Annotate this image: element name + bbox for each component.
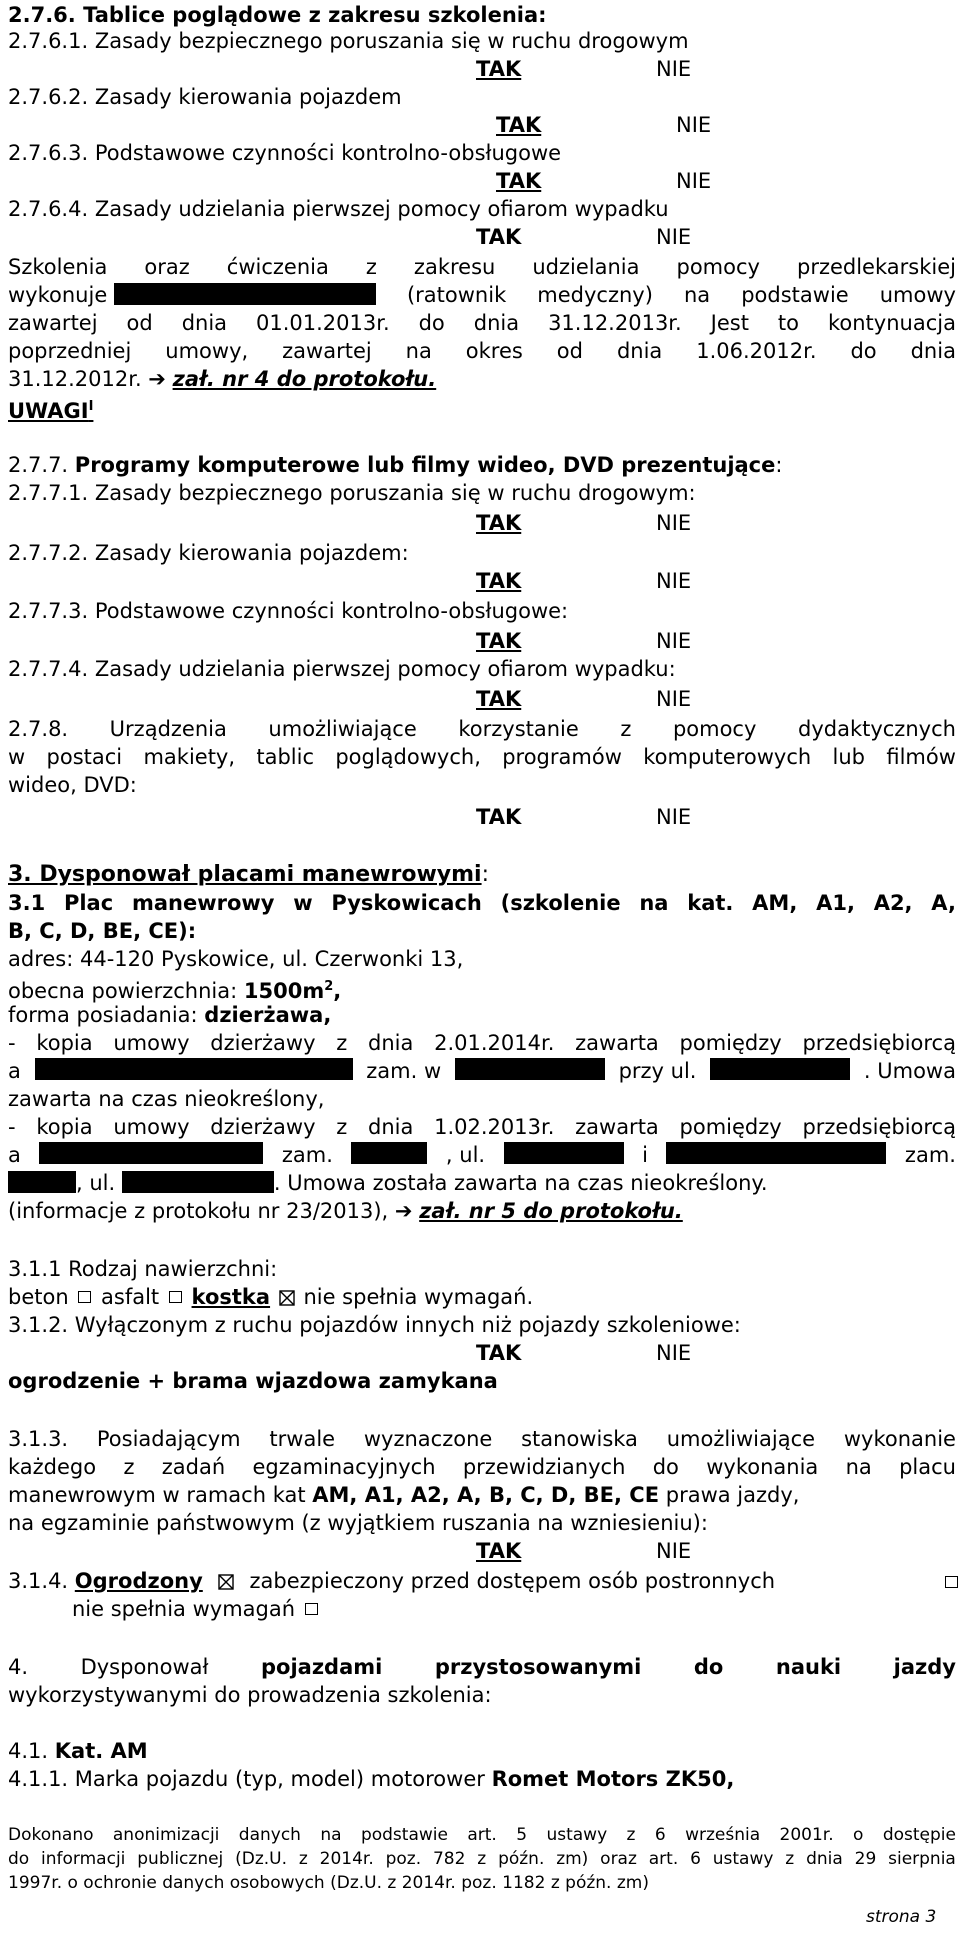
redaction-block [455, 1058, 605, 1080]
tak-option: TAK [476, 57, 522, 81]
footer-line: do informacji publicznej (Dz.U. z 2014r. poz. 782 z późn. zm) oraz art. 6 ustawy z dnia 29 sierpnia [8, 1849, 956, 1869]
section-4-heading: 4. Dysponował pojazdami przystosowanymi do nauki jazdy [8, 1655, 956, 1679]
section-2-7-6-heading: 2.7.6. Tablice poglądowe z zakresu szkolenia: [8, 3, 547, 27]
nie-option: NIE [656, 225, 692, 249]
tak-option: TAK [476, 225, 522, 249]
nie-option: NIE [656, 1539, 692, 1563]
paragraph-line: zawartej od dnia 01.01.2013r. do dnia 31.12.2013r. Jest to kontynuacja [8, 311, 956, 335]
item-2-7-6-1: 2.7.6.1. Zasady bezpiecznego poruszania się w ruchu drogowym [8, 29, 689, 53]
redaction-block [114, 283, 376, 305]
nie-option: NIE [656, 1341, 692, 1365]
paragraph-line: na egzaminie państwowym (z wyjątkiem ruszania na wzniesieniu): [8, 1511, 708, 1535]
attachment-link[interactable]: zał. nr 5 do protokołu. [419, 1199, 683, 1223]
page-number: strona 3 [866, 1907, 937, 1927]
item-2-7-6-4: 2.7.6.4. Zasady udzielania pierwszej pomocy ofiarom wypadku [8, 197, 669, 221]
item-2-7-6-2: 2.7.6.2. Zasady kierowania pojazdem [8, 85, 402, 109]
nie-option: NIE [656, 805, 692, 829]
tak-option: TAK [476, 687, 522, 711]
arrow-right-icon: ➔ [148, 367, 166, 391]
redaction-block [39, 1142, 263, 1164]
tak-option: TAK [476, 629, 522, 653]
checkbox-not-meeting[interactable] [305, 1603, 318, 1615]
paragraph-line: 3.1.3. Posiadającym trwale wyznaczone stanowiska umożliwiające wykonanie [8, 1427, 956, 1451]
nie-option: NIE [656, 687, 692, 711]
paragraph-line: - kopia umowy dzierżawy z dnia 1.02.2013r. zawarta pomiędzy przedsiębiorcą [8, 1115, 956, 1139]
redaction-block [504, 1142, 624, 1164]
tak-option: TAK [496, 169, 542, 193]
tak-option: TAK [476, 1341, 522, 1365]
tak-option: TAK [476, 805, 522, 829]
footer-line: 1997r. o ochronie danych osobowych (Dz.U. z 2014r. poz. 1182 z późn. zm) [8, 1873, 649, 1893]
tak-option: TAK [496, 113, 542, 137]
area-line: obecna powierzchnia: $1500m^2$, [8, 979, 342, 1003]
fence-note: ogrodzenie + brama wjazdowa zamykana [8, 1369, 498, 1393]
paragraph-line: a zam. , ul. i zam. [8, 1143, 956, 1167]
section-2-7-7-heading: 2.7.7. Programy komputerowe lub filmy wideo, DVD prezentujące: [8, 453, 783, 477]
item-3-1-2: 3.1.2. Wyłączonym z ruchu pojazdów innych niż pojazdy szkoleniowe: [8, 1313, 741, 1337]
surface-options: beton asfalt kostka nie spełnia wymagań. [8, 1285, 534, 1309]
item-3-1-1: 3.1.1 Rodzaj nawierzchni: [8, 1257, 278, 1281]
paragraph-line: zawarta na czas nieokreślony, [8, 1087, 325, 1111]
tak-option: TAK [476, 511, 522, 535]
paragraph-line: wykonuje (ratownik medyczny) na podstawie umowy [8, 283, 956, 307]
redaction-block [710, 1058, 850, 1080]
item-3-1-4: 3.1.4. Ogrodzony zabezpieczony przed dostępem osób postronnych [8, 1569, 776, 1593]
paragraph-line: , ul. . Umowa została zawarta na czas nieokreślony. [8, 1170, 768, 1196]
item-2-7-6-3: 2.7.6.3. Podstawowe czynności kontrolno-obsługowe [8, 141, 562, 165]
checkbox-beton[interactable] [78, 1291, 91, 1303]
section-3-heading: 3. Dysponował placami manewrowymi: [8, 862, 489, 887]
tak-option: TAK [476, 569, 522, 593]
paragraph-line: każdego z zadań egzaminacyjnych przewidzianych do wykonania na placu [8, 1455, 956, 1479]
redaction-block [8, 1171, 76, 1193]
nie-option: NIE [656, 511, 692, 535]
checkbox-fenced-checked[interactable] [218, 1574, 234, 1590]
ownership-line: forma posiadania: dzierżawa, [8, 1003, 332, 1027]
item-3-1-4-cont: nie spełnia wymagań [72, 1596, 321, 1622]
paragraph-line: poprzedniej umowy, zawartej na okres od dnia 1.06.2012r. do dnia [8, 339, 956, 363]
item-4-1-1: 4.1.1. Marka pojazdu (typ, model) motorower Romet Motors ZK50, [8, 1767, 735, 1791]
subsection-3-1-heading: 3.1 Plac manewrowy w Pyskowicach (szkolenie na kat. AM, A1, A2, A, [8, 891, 956, 915]
paragraph-line: w postaci makiety, tablic poglądowych, programów komputerowych lub filmów [8, 745, 956, 769]
paragraph-line: wideo, DVD: [8, 773, 137, 797]
paragraph-line: a zam. w przy ul. . Umowa [8, 1059, 956, 1083]
redaction-block [351, 1142, 427, 1164]
redaction-block [35, 1058, 353, 1080]
checkbox-secured[interactable] [945, 1576, 958, 1588]
paragraph-line: (informacje z protokołu nr 23/2013), ➔ zał. nr 5 do protokołu. [8, 1199, 683, 1223]
subsection-3-1-heading-cont: B, C, D, BE, CE): [8, 919, 197, 943]
redaction-block [122, 1171, 274, 1193]
nie-option: NIE [656, 569, 692, 593]
item-2-7-7-1: 2.7.7.1. Zasady bezpiecznego poruszania się w ruchu drogowym: [8, 481, 696, 505]
checkbox-asfalt[interactable] [169, 1291, 182, 1303]
nie-option: NIE [676, 113, 712, 137]
paragraph-line: manewrowym w ramach kat AM, A1, A2, A, B, C, D, BE, CE prawa jazdy, [8, 1483, 800, 1507]
footer-line: Dokonano anonimizacji danych na podstawie art. 5 ustawy z 6 września 2001r. o dostępie [8, 1825, 956, 1845]
checkbox-kostka-checked[interactable] [279, 1290, 295, 1306]
tak-option: TAK [476, 1539, 522, 1563]
address-line: adres: 44-120 Pyskowice, ul. Czerwonki 13, [8, 947, 464, 971]
uwagi-label: $UWAGI^I$ [8, 399, 94, 423]
item-4-1: 4.1. Kat. AM [8, 1739, 148, 1763]
section-4-heading-cont: wykorzystywanymi do prowadzenia szkolenia: [8, 1683, 492, 1707]
arrow-right-icon: ➔ [394, 1199, 413, 1223]
nie-option: NIE [656, 629, 692, 653]
item-2-7-7-3: 2.7.7.3. Podstawowe czynności kontrolno-obsługowe: [8, 599, 569, 623]
nie-option: NIE [676, 169, 712, 193]
paragraph-line: 2.7.8. Urządzenia umożliwiające korzystanie z pomocy dydaktycznych [8, 717, 956, 741]
item-2-7-7-4: 2.7.7.4. Zasady udzielania pierwszej pomocy ofiarom wypadku: [8, 657, 676, 681]
redaction-block [666, 1142, 886, 1164]
attachment-link[interactable]: zał. nr 4 do protokołu. [172, 367, 437, 391]
nie-option: NIE [656, 57, 692, 81]
item-2-7-7-2: 2.7.7.2. Zasady kierowania pojazdem: [8, 541, 409, 565]
paragraph-line: 31.12.2012r. ➔ zał. nr 4 do protokołu. [8, 367, 437, 391]
paragraph-line: - kopia umowy dzierżawy z dnia 2.01.2014r. zawarta pomiędzy przedsiębiorcą [8, 1031, 956, 1055]
paragraph-line: Szkolenia oraz ćwiczenia z zakresu udzielania pomocy przedlekarskiej [8, 255, 956, 279]
